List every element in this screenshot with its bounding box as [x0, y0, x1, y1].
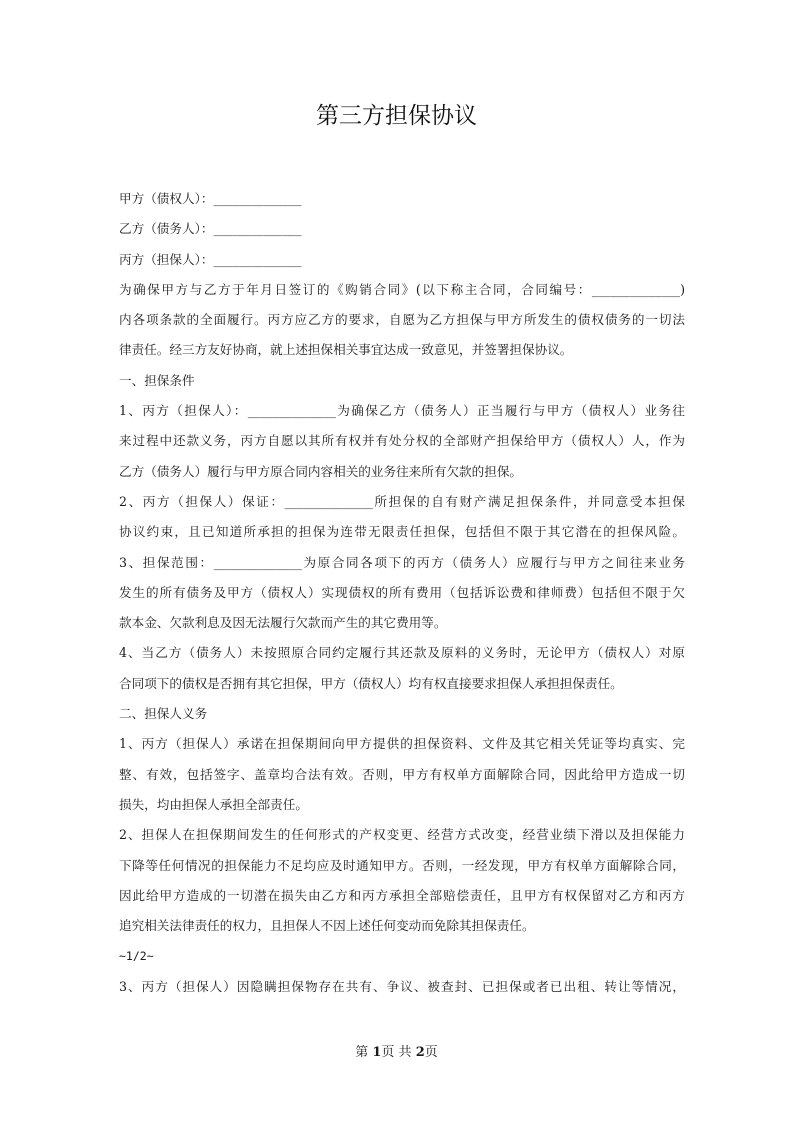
preamble-line: 律责任。经三方友好协商，就上述担保相关事宜达成一致意见，并签署担保协议。	[119, 342, 573, 358]
clause-line: 2、担保人在担保期间发生的任何形式的产权变更、经营方式改变，经营业绩下滑以及担保能力	[119, 827, 685, 843]
clause-line: 1、丙方（担保人）承诺在担保期间向甲方提供的担保资料、文件及其它相关凭证等均真实、完	[119, 736, 685, 752]
clause-line: 损失，均由担保人承担全部责任。	[119, 796, 308, 812]
page-footer	[0, 1043, 793, 1063]
preamble-line: 为确保甲方与乙方于年月日签订的《购销合同》(以下称主合同，合同编号：______________)	[119, 281, 685, 297]
party-a-line: 甲方（债权人）：______________	[119, 191, 302, 206]
clause-line: 3、担保范围：______________为原合同各项下的丙方（债务人）应履行与甲方之间往来业务	[119, 554, 685, 570]
footer-middle: 页 共	[381, 1045, 416, 1060]
document-body	[119, 184, 685, 1002]
clause-line: 3、丙方（担保人）因隐瞒担保物存在共有、争议、被查封、已担保或者已出租、转让等情况，	[119, 978, 685, 994]
preamble-line: 内各项条款的全面履行。丙方应乙方的要求，自愿为乙方担保与甲方所发生的债权债务的一切法	[119, 312, 685, 328]
section-heading: 二、担保人义务	[119, 706, 208, 722]
clause-line: 4、当乙方（债务人）未按照原合同约定履行其还款及原料的义务时，无论甲方（债权人）对原	[119, 645, 685, 661]
clause-line: 乙方（债务人）履行与甲方原合同内容相关的业务往来所有欠款的担保。	[119, 463, 522, 479]
clause-line: 整、有效，包括签字、盖章均合法有效。否则，甲方有权单方面解除合同，因此给甲方造成一切	[119, 766, 685, 782]
clause-line: 因此给甲方造成的一切潜在损失由乙方和丙方承担全部赔偿责任，且甲方有权保留对乙方和丙方	[119, 887, 685, 903]
footer-prefix: 第	[355, 1045, 373, 1060]
clause-line: 协议约束，且已知道所承担的担保为连带无限责任担保，包括但不限于其它潜在的担保风险。	[119, 524, 685, 540]
clause-line: 1、丙方（担保人）：______________为确保乙方（债务人）正当履行与甲方（债权人）业务往	[119, 403, 685, 419]
clause-line: 合同项下的债权是否拥有其它担保，甲方（债权人）均有权直接要求担保人承担担保责任。	[119, 675, 623, 691]
party-c-line: 丙方（担保人）：______________	[119, 251, 302, 267]
clause-line: 款本金、欠款利息及因无法履行欠款而产生的其它费用等。	[119, 615, 447, 631]
document-title: 第三方担保协议	[316, 103, 477, 129]
clause-line: 下降等任何情况的担保能力不足均应及时通知甲方。否则，一经发现，甲方有权单方面解除合同，	[119, 857, 685, 873]
current-page-number: 1	[372, 1045, 382, 1060]
clause-line: 来过程中还款义务，丙方自愿以其所有权并有处分权的全部财产担保给甲方（债权人）人，作为	[119, 433, 685, 449]
section-heading: 一、担保条件	[119, 372, 195, 388]
party-b-line: 乙方（债务人）：______________	[119, 221, 302, 237]
clause-line: 追究相关法律责任的权力，且担保人不因上述任何变动而免除其担保责任。	[119, 918, 535, 934]
clause-line: 发生的所有债务及甲方（债权人）实现债权的所有费用（包括诉讼费和律师费）包括但不限于欠	[119, 584, 685, 600]
total-page-number: 2	[415, 1045, 425, 1060]
page-marker: ~1/2~	[119, 949, 154, 964]
clause-line: 2、丙方（担保人）保证：______________所担保的自有财产满足担保条件，并同意受本担保	[119, 493, 685, 509]
footer-suffix: 页	[424, 1045, 438, 1060]
